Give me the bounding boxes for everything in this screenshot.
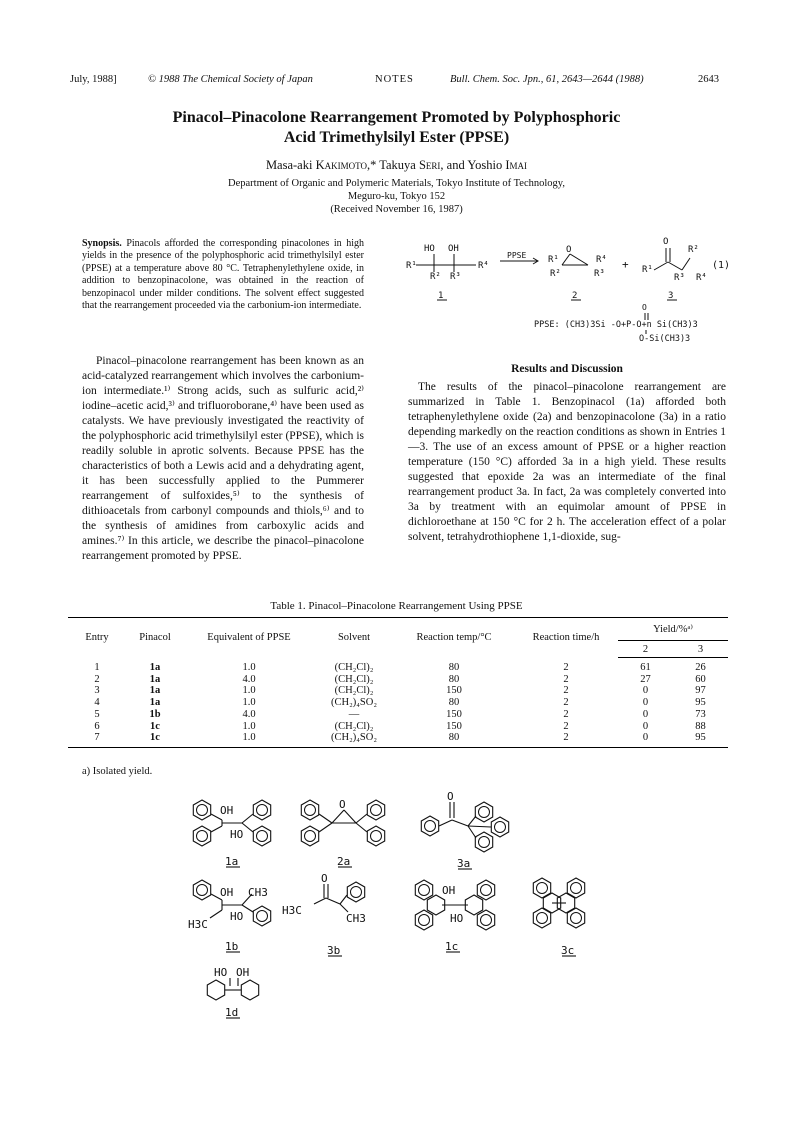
table-cell: 80: [448, 673, 460, 685]
col-pinacol: Pinacol: [126, 618, 184, 658]
received-date: (Received November 16, 1987): [330, 204, 463, 215]
table-cell: 0: [642, 720, 649, 732]
svg-text:R⁴: R⁴: [478, 261, 489, 271]
svg-text:R⁴: R⁴: [696, 273, 707, 283]
table-cell: 1b: [149, 708, 161, 720]
table-cell: 0: [642, 685, 649, 697]
svg-text:R³: R³: [450, 272, 461, 282]
svg-text:R²: R²: [430, 272, 441, 282]
table-cell: 4.0: [242, 673, 256, 685]
svg-text:R¹: R¹: [406, 261, 417, 271]
structure-1c-ho: HO: [450, 912, 464, 925]
col-yield-2: 2: [618, 641, 673, 658]
scheme-epoxide-o: O: [566, 245, 572, 255]
structure-1b-label: 1b: [225, 940, 239, 953]
table-cell: 1c: [150, 720, 160, 732]
table-cell: —: [348, 708, 360, 720]
table-row: [68, 732, 728, 747]
compound-label-1: 1: [438, 291, 444, 301]
author-3-family: Imai: [505, 158, 528, 172]
table-cell: 2: [563, 708, 569, 720]
running-head-page: 2643: [698, 74, 719, 85]
table-row: [68, 658, 728, 674]
structure-2a-o: O: [339, 798, 346, 811]
synopsis-label: Synopsis.: [82, 238, 122, 249]
structure-1c-label: 1c: [445, 940, 459, 953]
scheme-ketone-o: O: [663, 237, 669, 247]
structure-1d-label: 1d: [225, 1006, 239, 1019]
table-cell: 1.0: [242, 661, 256, 673]
running-head-section: NOTES: [375, 74, 414, 85]
table-caption: Table 1. Pinacol–Pinacolone Rearrangement Using PPSE: [270, 600, 523, 612]
table-cell: (CH₂Cl)₂: [334, 661, 374, 673]
table-footnote: a) Isolated yield.: [82, 766, 153, 777]
table-cell: 150: [446, 685, 462, 697]
table-cell: 0: [642, 708, 649, 720]
title-line-2: Acid Trimethylsilyl Ester (PPSE): [283, 129, 510, 146]
structure-1a-label: 1a: [225, 855, 239, 868]
table-cell: 27: [640, 673, 651, 685]
col-yield: Yield/%ᵃ⁾: [618, 618, 728, 641]
title-line-1: Pinacol–Pinacolone Rearrangement Promoted by Polyphosphoric: [172, 109, 621, 126]
structure-3b-label: 3b: [327, 944, 341, 957]
structure-1a-ho: HO: [230, 828, 244, 841]
structure-3b-o: O: [321, 872, 328, 885]
table-cell: 1a: [149, 673, 161, 685]
table-cell: (CH₂)₄SO₂: [314, 732, 394, 747]
table-cell: 1a: [149, 685, 161, 697]
table-cell: 4: [94, 697, 100, 709]
affiliation-line-2: Meguro-ku, Tokyo 152: [347, 191, 446, 202]
structure-2a-label: 2a: [337, 855, 351, 868]
results-heading: Results and Discussion: [511, 363, 623, 375]
intro-paragraph: Pinacol–pinacolone rearrangement has been known as an acid-catalyzed rearrangement which involves the carbonium-ion intermediate.¹⁾ Strong acids, such as sulfuric acid,²⁾ iodine–acetic acid,³⁾ and trifluoroborane,⁴⁾ have been used as catalysts. We have previously investigated the reactivity of the polyphosphoric acid trimethylsilyl ester (PPSE), which is readily soluble in aprotic solvents. Because PPSE has the characteristics of both a Lewis acid and a dehydrating agent, it has been successfully applied to the Pummerer rearrangement of sulfoxides,⁵⁾ to the synthesis of dithioacetals from carbonyl compounds and thiols,⁶⁾ and to the synthesis of amidines from carboxylic acids and amines.⁷⁾ In this article, we describe the pinacol–pinacolone rearrangement promoted by PPSE.: [82, 355, 364, 562]
table-cell: 2: [563, 673, 569, 685]
table-cell: (CH₂)₄SO₂: [331, 697, 377, 709]
svg-text:O: O: [642, 303, 647, 312]
synopsis: [82, 238, 364, 312]
table-cell: 88: [695, 720, 706, 732]
table-cell: 1: [94, 661, 100, 673]
structure-3b-h3c: H3C: [282, 904, 302, 917]
svg-text:R¹: R¹: [642, 265, 653, 275]
article-title: [0, 108, 793, 148]
ppse-formula: PPSE: (CH3)3Si -O+P-O+n Si(CH3)3: [534, 320, 698, 330]
table-cell: 0: [618, 732, 673, 747]
table-cell: 6: [94, 720, 100, 732]
table-cell: 1.0: [184, 732, 314, 747]
equation-number: (1): [712, 260, 731, 271]
author-1-family: Kakimoto: [315, 158, 367, 172]
structure-1d-oh: OH: [236, 966, 250, 979]
table-cell: 1.0: [242, 685, 256, 697]
table-cell: (CH₂Cl)₂: [334, 720, 374, 732]
table-cell: 61: [640, 662, 651, 673]
synopsis-text: Pinacols afforded the corresponding pinacolones in high yields in the presence of the polyphosphoric acid trimethylsilyl ester (PPSE) at a temperature above 80 °C. Tetraphenylethylene oxide, in addition to benzopinacolone, was obtained in the reaction of benzopinacol under milder conditions. The solvent effect suggested that the rearrangement proceeded via the carbonium-ion intermediate.: [82, 238, 364, 312]
svg-text:R³: R³: [674, 273, 685, 283]
scheme-plus: +: [622, 258, 629, 271]
author-list: [0, 158, 793, 173]
compound-label-3: 3: [668, 291, 674, 301]
svg-text:R³: R³: [594, 269, 605, 279]
structure-3a-label: 3a: [457, 857, 471, 870]
ppse-arrow-label: PPSE: [507, 251, 527, 260]
col-yield-3: 3: [673, 641, 728, 658]
scheme-ho-label: HO: [424, 244, 435, 254]
structure-1c-oh: OH: [442, 884, 456, 897]
results-paragraph: The results of the pinacol–pinacolone rearrangement are summarized in Table 1. Benzopinacol (1a) afforded both tetraphenylethylene oxide (2a) and benzopinacolone (3a) in a ratio depending markedly on the reaction conditions as shown in Entries 1—3. The use of an excess amount of PPSE or a higher reaction temperature (150 °C) afforded 3a in a high yield. These results suggested that epoxide 2a was an intermediate of the final rearrangement product 3a. In fact, 2a was completely converted into 3a by treatment with an equimolar amount of PPSE in dichloroethane at 150 °C for 2 h. The acceleration effect of a polar solvent, tetrahydrothiophene 1,1-dioxide, sug-: [408, 381, 726, 543]
table-row: [68, 685, 728, 697]
running-head-copyright: © 1988 The Chemical Society of Japan: [148, 74, 313, 85]
table-cell: 97: [695, 685, 706, 697]
table-cell: 80: [448, 661, 460, 673]
table-cell: 73: [695, 708, 706, 720]
col-temp: Reaction temp/°C: [394, 618, 514, 658]
table-cell: 60: [695, 673, 706, 685]
table-cell: 1a: [149, 697, 161, 709]
structure-3c-label: 3c: [561, 944, 575, 957]
table-cell: 2: [514, 732, 618, 747]
table-row: [68, 674, 728, 686]
author-1-mark: ,*: [366, 158, 380, 172]
structure-1b-ho: HO: [230, 910, 244, 923]
scheme-oh-label: OH: [448, 244, 459, 254]
svg-text:R⁴: R⁴: [596, 255, 607, 265]
table-cell: 150: [446, 708, 462, 720]
table-cell: 26: [695, 662, 706, 673]
table-cell: 2: [563, 697, 569, 709]
ppse-formula-sub: O-Si(CH3)3: [639, 334, 691, 344]
structure-1a-oh: OH: [220, 804, 234, 817]
results-table: [68, 617, 728, 748]
table-cell: 150: [446, 720, 462, 732]
structure-3a-o: O: [447, 790, 454, 803]
author-1-given: Masa-aki: [265, 158, 316, 172]
svg-text:R¹: R¹: [548, 255, 559, 265]
running-head-date: July, 1988]: [70, 74, 117, 85]
table-cell: 2: [563, 661, 569, 673]
structure-1b-h3c: H3C: [188, 918, 208, 931]
author-2-family: Seri: [418, 158, 441, 172]
table-cell: 2: [563, 720, 569, 732]
table-cell: 3: [94, 685, 100, 697]
author-3-given: Yoshio: [467, 158, 506, 172]
col-time: Reaction time/h: [514, 618, 618, 658]
table-cell: 80: [394, 732, 514, 747]
structure-3b-ch3: CH3: [346, 912, 366, 925]
table-cell: 2: [563, 685, 569, 697]
table-cell: 4.0: [242, 708, 256, 720]
svg-text:R²: R²: [688, 245, 699, 255]
table-cell: 7: [68, 732, 126, 747]
structure-1d-ho: HO: [214, 966, 228, 979]
affiliation-line-1: Department of Organic and Polymeric Materials, Tokyo Institute of Technology,: [228, 178, 565, 189]
running-head-citation: Bull. Chem. Soc. Jpn., 61, 2643—2644 (1988): [450, 74, 644, 85]
table-cell: 1c: [126, 732, 184, 747]
author-2-given: Takuya: [379, 158, 419, 172]
col-solvent: Solvent: [314, 618, 394, 658]
table-row: [68, 709, 728, 721]
table-cell: 1.0: [242, 720, 256, 732]
reaction-scheme: [402, 234, 742, 354]
structures-figure: [180, 780, 600, 1020]
table-cell: 2: [94, 673, 100, 685]
table-header-row: [68, 618, 728, 641]
table-cell: (CH₂Cl)₂: [334, 685, 374, 697]
col-entry: Entry: [68, 618, 126, 658]
structure-1b-ch3: CH3: [248, 886, 268, 899]
table-cell: 95: [695, 697, 706, 709]
author-conjunction: , and: [440, 158, 468, 172]
table-cell: 5: [94, 708, 100, 720]
table-row: [68, 697, 728, 709]
col-equivalent: Equivalent of PPSE: [184, 618, 314, 658]
table-cell: 1a: [149, 661, 161, 673]
affiliation: [0, 177, 793, 216]
table-cell: 95: [673, 732, 728, 747]
table-cell: 1.0: [242, 697, 256, 709]
table-cell: 80: [448, 697, 460, 709]
svg-text:R²: R²: [550, 269, 561, 279]
table-cell: (CH₂Cl)₂: [334, 673, 374, 685]
table-cell: 0: [642, 697, 649, 709]
table-row: [68, 721, 728, 733]
compound-label-2: 2: [572, 291, 578, 301]
structure-1b-oh: OH: [220, 886, 234, 899]
